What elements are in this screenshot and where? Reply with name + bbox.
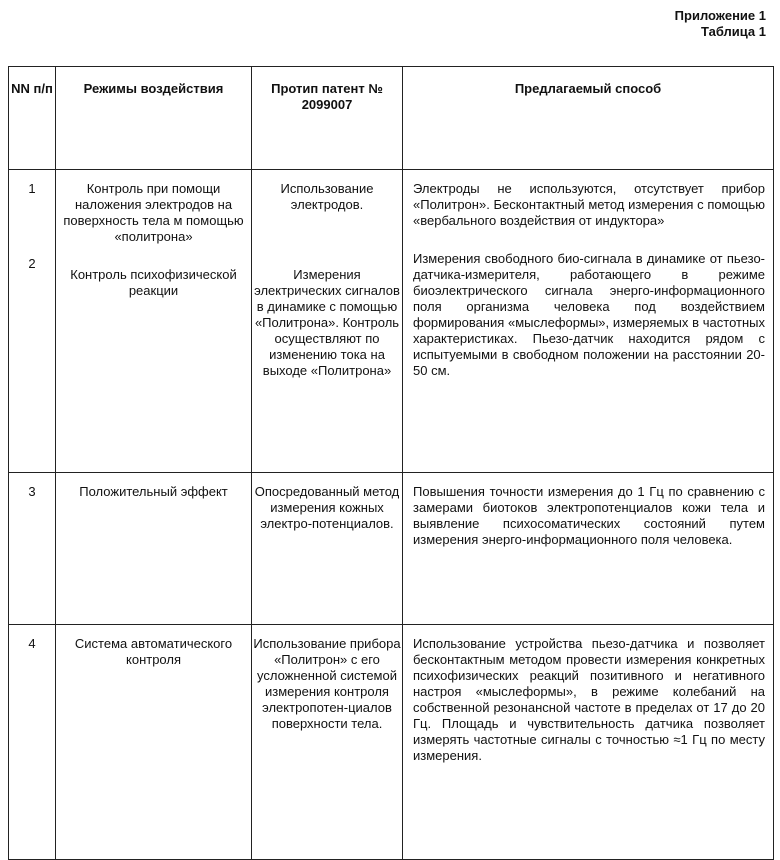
table-row [9, 170, 774, 473]
row-2-proposed: Измерения свободного био-сигнала в динамике от пьезо-датчика-измерителя, работающего в режиме биоэлектрического сигнала энерго-информационного поля организма человека под воздействием формирования «мыслеформы», измеряемых в частотных характеристиках. Пьезо-датчик находится рядом с испытуемыми в свободном положении на расстоянии 20-50 см. [413, 251, 765, 378]
row-2-number: 2 [28, 256, 36, 271]
row-1-prototype: Использование электродов. [280, 181, 374, 212]
page-header [675, 8, 766, 40]
row-1-mode: Контроль при помощи наложения электродов на поверхность тела м помощью «политрона» [63, 181, 244, 244]
header-prototype: Протип патент № 2099007 [252, 67, 403, 170]
table-header-row [9, 67, 774, 170]
row-4-mode: Система автоматического контроля [56, 625, 252, 860]
row-1-proposed: Электроды не используются, отсутствует прибор «Политрон». Бесконтактный метод измерения с помощью «вербального воздействия от индуктора» [413, 181, 765, 228]
row-mode-cell [56, 170, 252, 473]
row-4-number: 4 [9, 625, 56, 860]
header-modes: Режимы воздействия [56, 67, 252, 170]
row-2-mode: Контроль психофизической реакции [70, 267, 237, 298]
header-number: NN п/п [9, 67, 56, 170]
table-row [9, 625, 774, 860]
table-label: Таблица 1 [700, 24, 766, 39]
comparison-table [8, 66, 774, 860]
row-3-number: 3 [9, 473, 56, 625]
row-prototype-cell [252, 170, 403, 473]
row-4-proposed: Использование устройства пьезо-датчика и позволяет бесконтактным методом провести измерения конкретных психофизических реакций позитивного и негативного настроя «мыслеформы», в режиме колебаний на собственной резонансной частоте в пределах от 17 до 20 Гц. Площадь и чувствительность датчика позволяет измерять частотные сигналы с точностью ≈1 Гц по месту измерения. [403, 625, 774, 860]
table-row [9, 473, 774, 625]
header-proposed: Предлагаемый способ [403, 67, 774, 170]
row-1-number: 1 [28, 181, 36, 196]
row-2-prototype: Измерения электрических сигналов в динамике с помощью «Политрона». Контроль осуществляют по изменению тока на выходе «Политрона» [254, 267, 400, 378]
row-4-prototype: Использование прибора «Политрон» с его усложненной системой измерения контроля электропотен-циалов поверхности тела. [252, 625, 403, 860]
row-3-proposed: Повышения точности измерения до 1 Гц по сравнению с замерами биотоков электропотенциалов кожи тела и выявление психосоматических состояний путем измерения энерго-информационного поля человека. [403, 473, 774, 625]
row-3-prototype: Опосредованный метод измерения кожных электро-потенциалов. [252, 473, 403, 625]
row-proposed-cell [403, 170, 774, 473]
row-3-mode: Положительный эффект [56, 473, 252, 625]
row-number-cell [9, 170, 56, 473]
appendix-label: Приложение 1 [674, 8, 766, 23]
